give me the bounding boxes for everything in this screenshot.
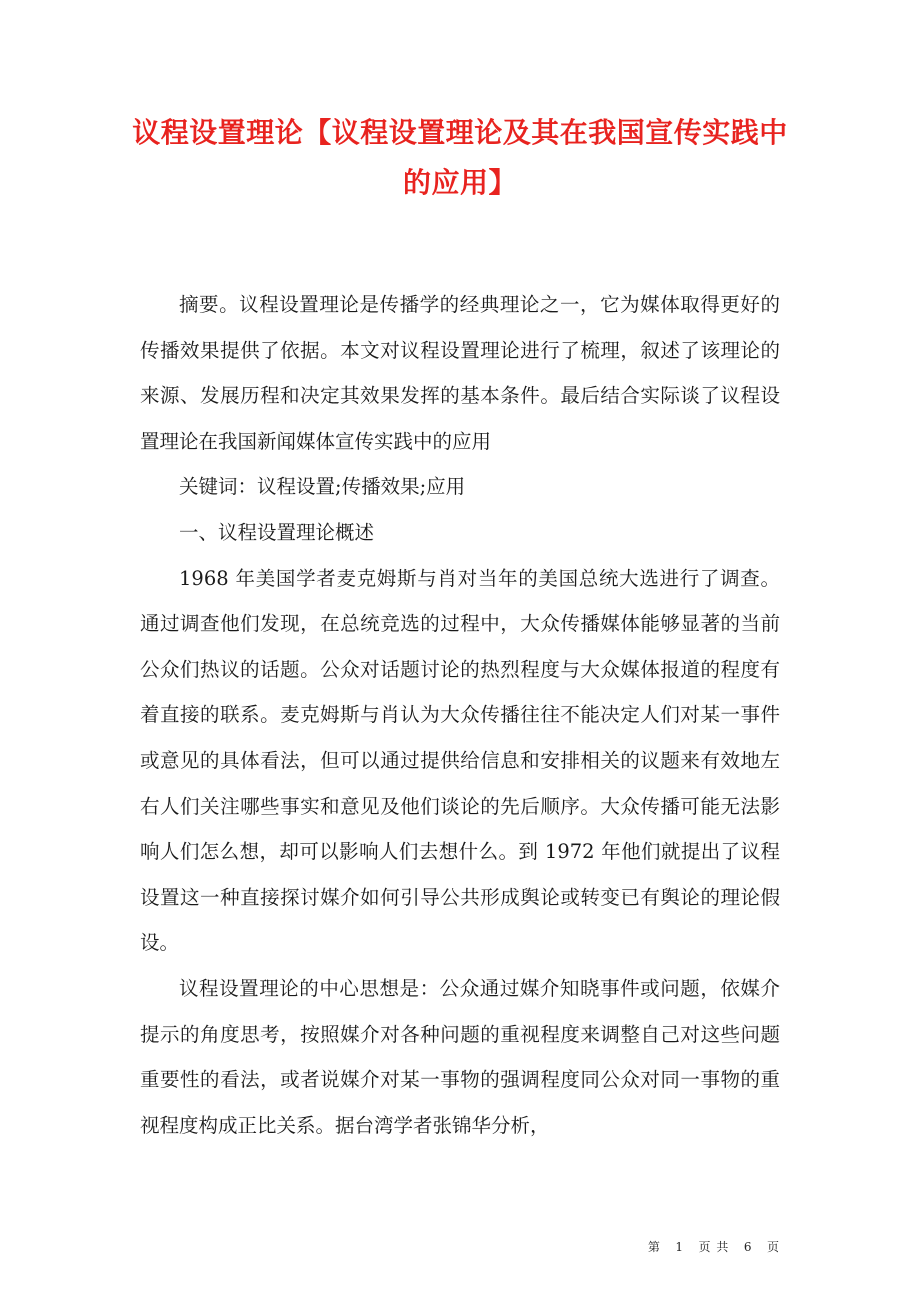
page-label-suffix: 页: [766, 1240, 780, 1254]
page-number-footer: [648, 1238, 780, 1255]
current-page-number: 1: [675, 1240, 685, 1254]
keywords-paragraph: 关键词：议程设置;传播效果;应用: [179, 475, 466, 499]
abstract-paragraph: 摘要。议程设置理论是传播学的经典理论之一，它为媒体取得更好的传播效果提供了依据。本文对议程设置理论进行了梳理，叙述了该理论的来源、发展历程和决定其效果发挥的基本条件。最后结合实际谈了议程设置理论在我国新闻媒体宣传实践中的应用: [140, 293, 780, 453]
body-paragraph: 1968 年美国学者麦克姆斯与肖对当年的美国总统大选进行了调查。通过调查他们发现，在总统竞选的过程中，大众传播媒体能够显著的当前公众们热议的话题。公众对话题讨论的热烈程度与大众媒体报道的程度有着直接的联系。麦克姆斯与肖认为大众传播往往不能决定人们对某一事件或意见的具体看法，但可以通过提供给信息和安排相关的议题来有效地左右人们关注哪些事实和意见及他们谈论的先后顺序。大众传播可能无法影响人们怎么想，却可以影响人们去想什么。到 1972 年他们就提出了议程设置这一种直接探讨媒介如何引导公共形成舆论或转变已有舆论的理论假设。: [140, 566, 780, 955]
page-label-prefix: 第: [647, 1240, 661, 1254]
section-heading: 一、议程设置理论概述: [179, 520, 375, 544]
body-paragraph: 议程设置理论的中心思想是：公众通过媒介知晓事件或问题，依媒介提示的角度思考，按照媒介对各种问题的重视程度来调整自己对这些问题重要性的看法，或者说媒介对某一事物的强调程度同公众对同一事物的重视程度构成正比关系。据台湾学者张锦华分析，: [140, 976, 780, 1137]
document-body: [140, 282, 780, 1148]
page-label-mid: 页 共: [698, 1240, 730, 1254]
document-title: 议程设置理论【议程设置理论及其在我国宣传实践中的应用】: [132, 116, 788, 199]
total-pages-number: 6: [743, 1240, 753, 1254]
